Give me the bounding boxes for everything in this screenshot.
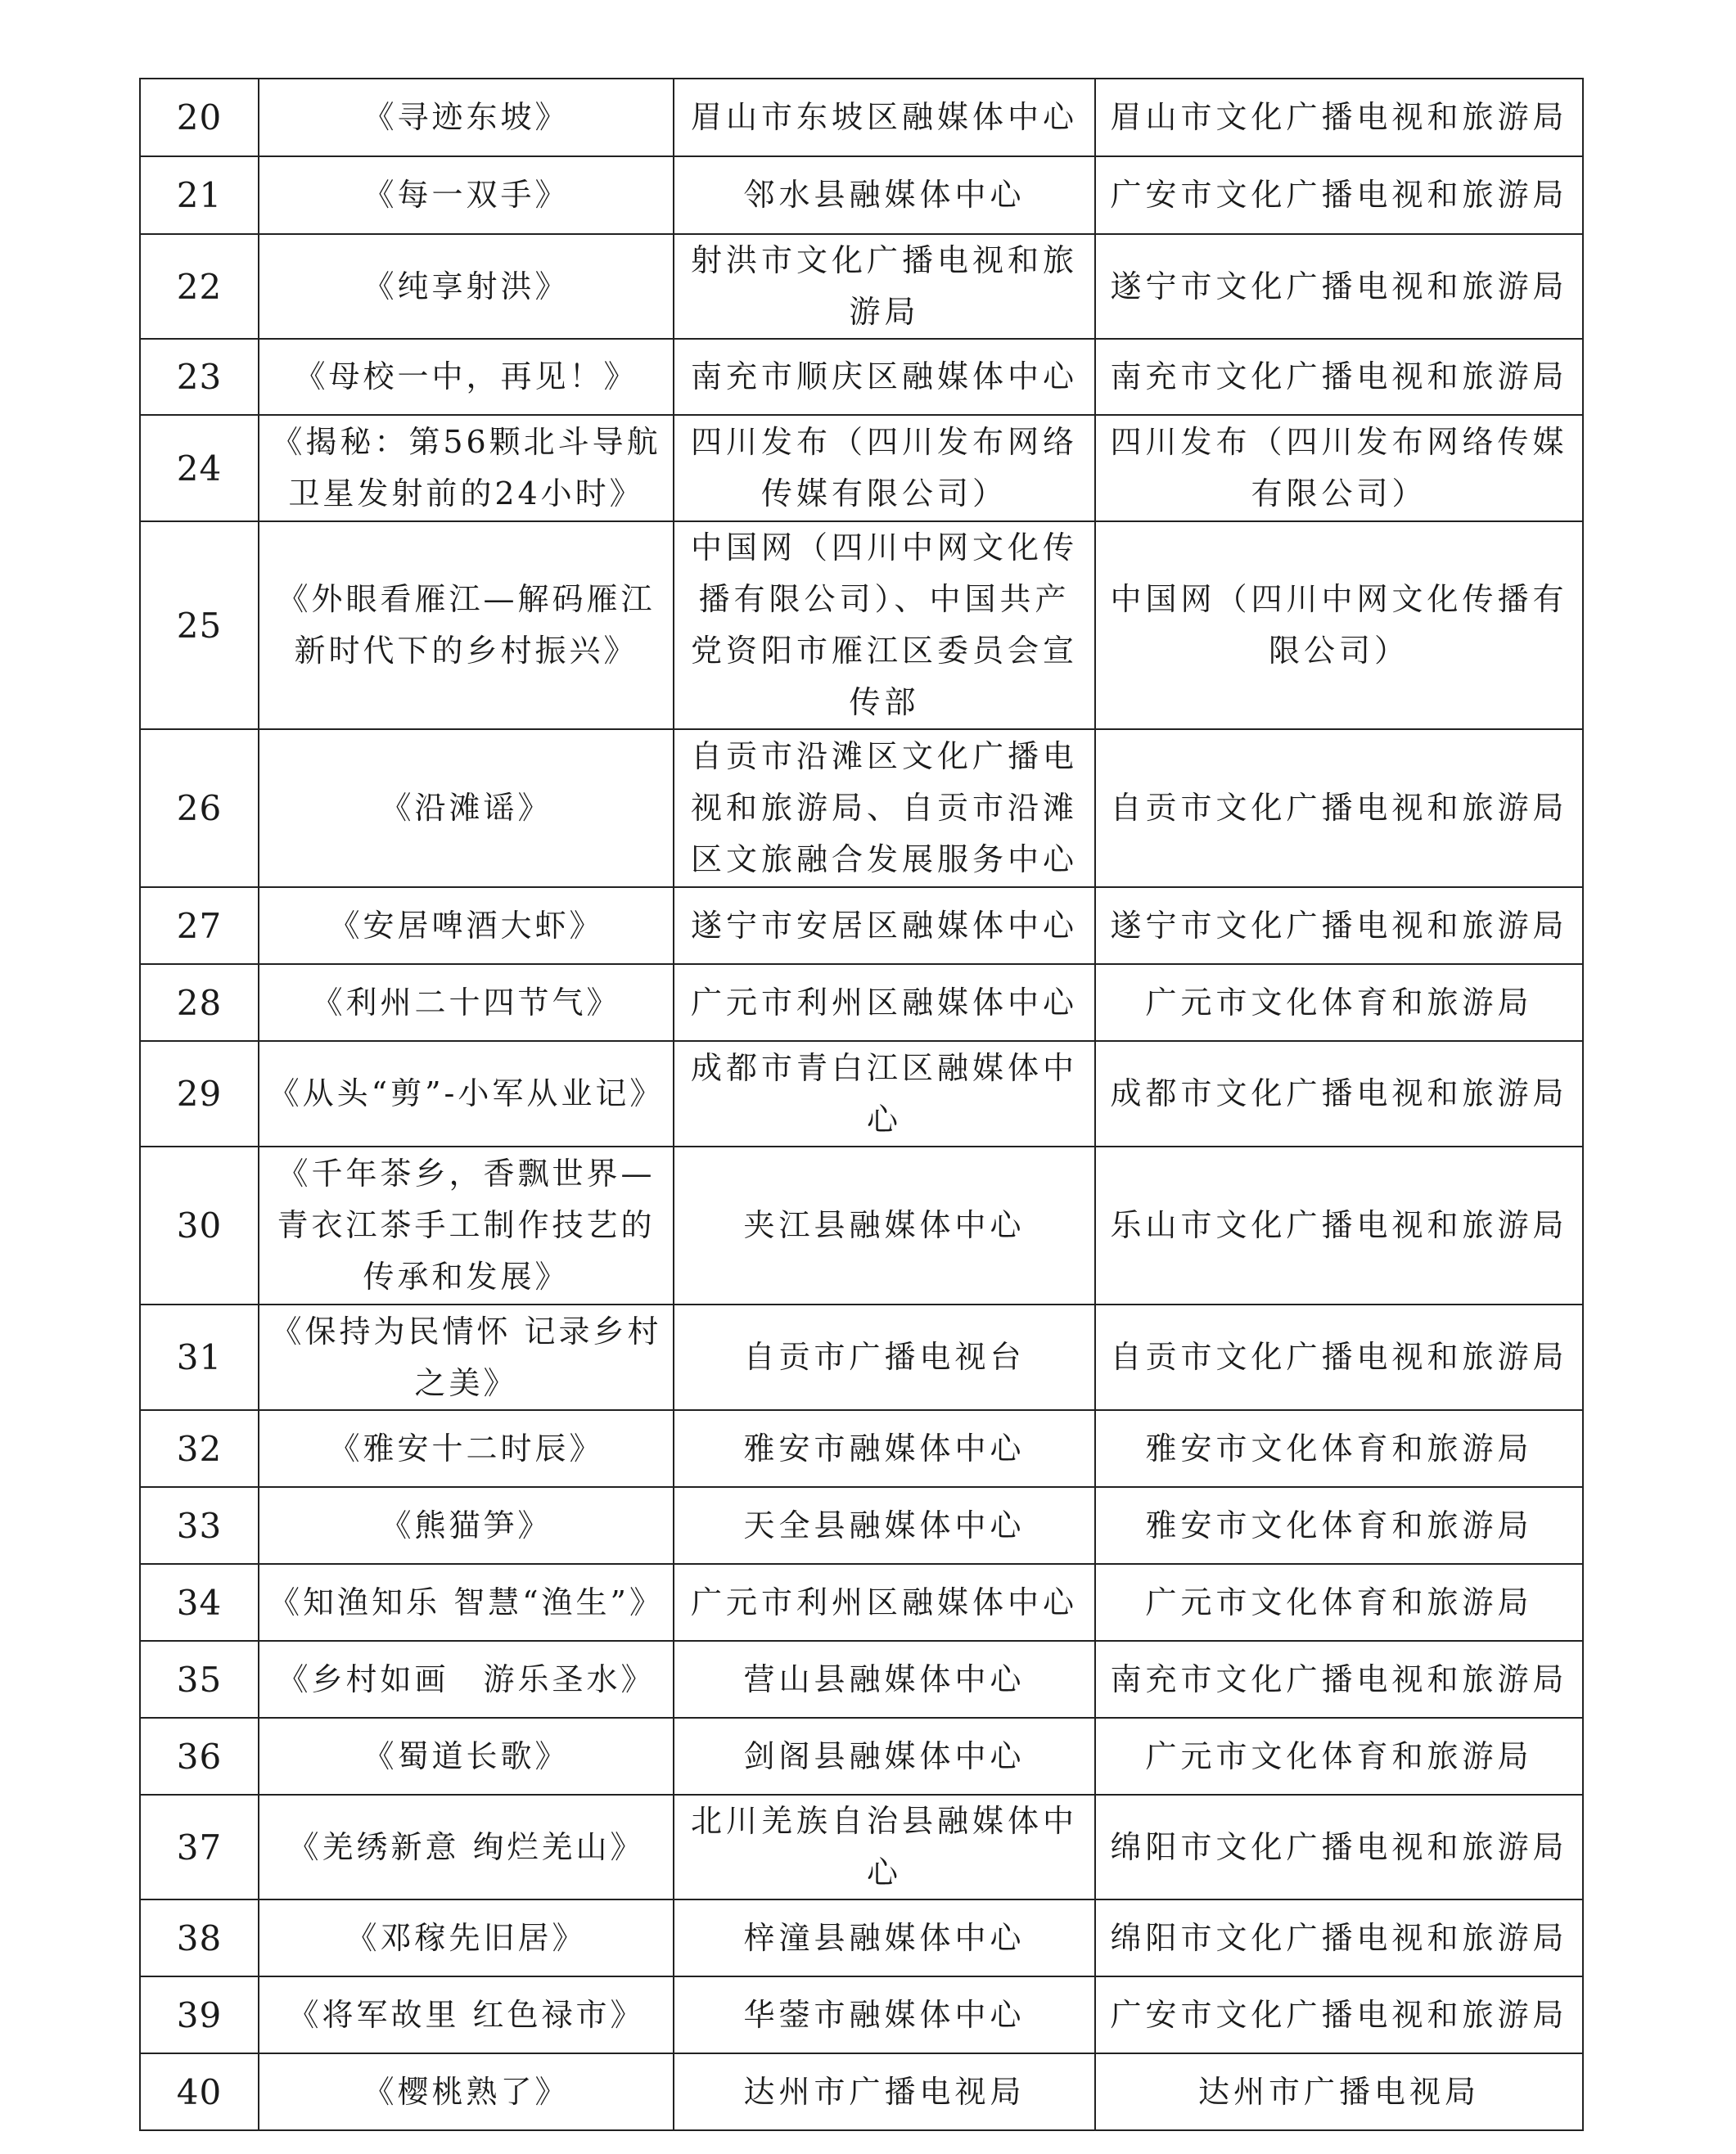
producer: 邻水县融媒体中心: [674, 156, 1095, 234]
table-row: [140, 1641, 1583, 1718]
row-number: 36: [140, 1718, 259, 1795]
work-title: 《寻迹东坡》: [259, 79, 674, 156]
work-title: 《母校一中，再见！》: [259, 339, 674, 415]
producer: 遂宁市安居区融媒体中心: [674, 887, 1095, 964]
work-title: 《利州二十四节气》: [259, 964, 674, 1041]
work-title: 《从头“剪”-小军从业记》: [259, 1041, 674, 1147]
work-title: 《揭秘：第56颗北斗导航卫星发射前的24小时》: [259, 415, 674, 521]
producer: 眉山市东坡区融媒体中心: [674, 79, 1095, 156]
table-row: [140, 1147, 1583, 1305]
table-row: [140, 234, 1583, 339]
table-row: [140, 339, 1583, 415]
producer: 达州市广播电视局: [674, 2053, 1095, 2130]
producer: 雅安市融媒体中心: [674, 1410, 1095, 1487]
recommender: 达州市广播电视局: [1095, 2053, 1583, 2130]
row-number: 28: [140, 964, 259, 1041]
row-number: 35: [140, 1641, 259, 1718]
table-row: [140, 1410, 1583, 1487]
works-table: [139, 78, 1584, 2131]
work-title: 《保持为民情怀 记录乡村之美》: [259, 1305, 674, 1410]
row-number: 27: [140, 887, 259, 964]
recommender: 雅安市文化体育和旅游局: [1095, 1487, 1583, 1564]
table-row: [140, 2053, 1583, 2130]
table-row: [140, 1795, 1583, 1899]
work-title: 《沿滩谣》: [259, 729, 674, 887]
table-row: [140, 1976, 1583, 2053]
row-number: 20: [140, 79, 259, 156]
row-number: 22: [140, 234, 259, 339]
producer: 射洪市文化广播电视和旅游局: [674, 234, 1095, 339]
recommender: 遂宁市文化广播电视和旅游局: [1095, 234, 1583, 339]
work-title: 《邓稼先旧居》: [259, 1899, 674, 1976]
row-number: 34: [140, 1564, 259, 1641]
row-number: 38: [140, 1899, 259, 1976]
producer: 中国网（四川中网文化传播有限公司）、中国共产党资阳市雁江区委员会宣传部: [674, 521, 1095, 729]
recommender: 绵阳市文化广播电视和旅游局: [1095, 1899, 1583, 1976]
producer: 天全县融媒体中心: [674, 1487, 1095, 1564]
producer: 成都市青白江区融媒体中心: [674, 1041, 1095, 1147]
recommender: 四川发布（四川发布网络传媒有限公司）: [1095, 415, 1583, 521]
work-title: 《每一双手》: [259, 156, 674, 234]
recommender: 广元市文化体育和旅游局: [1095, 1564, 1583, 1641]
producer: 梓潼县融媒体中心: [674, 1899, 1095, 1976]
recommender: 遂宁市文化广播电视和旅游局: [1095, 887, 1583, 964]
table-row: [140, 964, 1583, 1041]
row-number: 37: [140, 1795, 259, 1899]
work-title: 《千年茶乡，香飘世界—青衣江茶手工制作技艺的传承和发展》: [259, 1147, 674, 1305]
producer: 北川羌族自治县融媒体中心: [674, 1795, 1095, 1899]
producer: 剑阁县融媒体中心: [674, 1718, 1095, 1795]
row-number: 32: [140, 1410, 259, 1487]
work-title: 《将军故里 红色禄市》: [259, 1976, 674, 2053]
table-row: [140, 1041, 1583, 1147]
table-row: [140, 887, 1583, 964]
producer: 广元市利州区融媒体中心: [674, 1564, 1095, 1641]
table-row: [140, 729, 1583, 887]
recommender: 眉山市文化广播电视和旅游局: [1095, 79, 1583, 156]
work-title: 《乡村如画 游乐圣水》: [259, 1641, 674, 1718]
row-number: 29: [140, 1041, 259, 1147]
recommender: 乐山市文化广播电视和旅游局: [1095, 1147, 1583, 1305]
producer: 夹江县融媒体中心: [674, 1147, 1095, 1305]
work-title: 《纯享射洪》: [259, 234, 674, 339]
table-row: [140, 156, 1583, 234]
work-title: 《安居啤酒大虾》: [259, 887, 674, 964]
recommender: 中国网（四川中网文化传播有限公司）: [1095, 521, 1583, 729]
work-title: 《外眼看雁江—解码雁江新时代下的乡村振兴》: [259, 521, 674, 729]
table-row: [140, 521, 1583, 729]
producer: 自贡市沿滩区文化广播电视和旅游局、自贡市沿滩区文旅融合发展服务中心: [674, 729, 1095, 887]
recommender: 自贡市文化广播电视和旅游局: [1095, 1305, 1583, 1410]
table-row: [140, 1564, 1583, 1641]
row-number: 31: [140, 1305, 259, 1410]
row-number: 26: [140, 729, 259, 887]
recommender: 成都市文化广播电视和旅游局: [1095, 1041, 1583, 1147]
producer: 华蓥市融媒体中心: [674, 1976, 1095, 2053]
row-number: 23: [140, 339, 259, 415]
row-number: 39: [140, 1976, 259, 2053]
work-title: 《蜀道长歌》: [259, 1718, 674, 1795]
table-row: [140, 1718, 1583, 1795]
work-title: 《雅安十二时辰》: [259, 1410, 674, 1487]
table-row: [140, 1487, 1583, 1564]
recommender: 自贡市文化广播电视和旅游局: [1095, 729, 1583, 887]
recommender: 广元市文化体育和旅游局: [1095, 964, 1583, 1041]
work-title: 《知渔知乐 智慧“渔生”》: [259, 1564, 674, 1641]
table-row: [140, 415, 1583, 521]
recommender: 南充市文化广播电视和旅游局: [1095, 1641, 1583, 1718]
row-number: 21: [140, 156, 259, 234]
table-row: [140, 79, 1583, 156]
work-title: 《樱桃熟了》: [259, 2053, 674, 2130]
producer: 四川发布（四川发布网络传媒有限公司）: [674, 415, 1095, 521]
recommender: 绵阳市文化广播电视和旅游局: [1095, 1795, 1583, 1899]
table-row: [140, 1899, 1583, 1976]
recommender: 广安市文化广播电视和旅游局: [1095, 1976, 1583, 2053]
works-table-body: [140, 79, 1583, 2130]
table-row: [140, 1305, 1583, 1410]
row-number: 40: [140, 2053, 259, 2130]
recommender: 雅安市文化体育和旅游局: [1095, 1410, 1583, 1487]
recommender: 广安市文化广播电视和旅游局: [1095, 156, 1583, 234]
producer: 营山县融媒体中心: [674, 1641, 1095, 1718]
recommender: 南充市文化广播电视和旅游局: [1095, 339, 1583, 415]
producer: 自贡市广播电视台: [674, 1305, 1095, 1410]
recommender: 广元市文化体育和旅游局: [1095, 1718, 1583, 1795]
work-title: 《熊猫笋》: [259, 1487, 674, 1564]
row-number: 30: [140, 1147, 259, 1305]
row-number: 24: [140, 415, 259, 521]
work-title: 《羌绣新意 绚烂羌山》: [259, 1795, 674, 1899]
producer: 广元市利州区融媒体中心: [674, 964, 1095, 1041]
producer: 南充市顺庆区融媒体中心: [674, 339, 1095, 415]
row-number: 25: [140, 521, 259, 729]
row-number: 33: [140, 1487, 259, 1564]
